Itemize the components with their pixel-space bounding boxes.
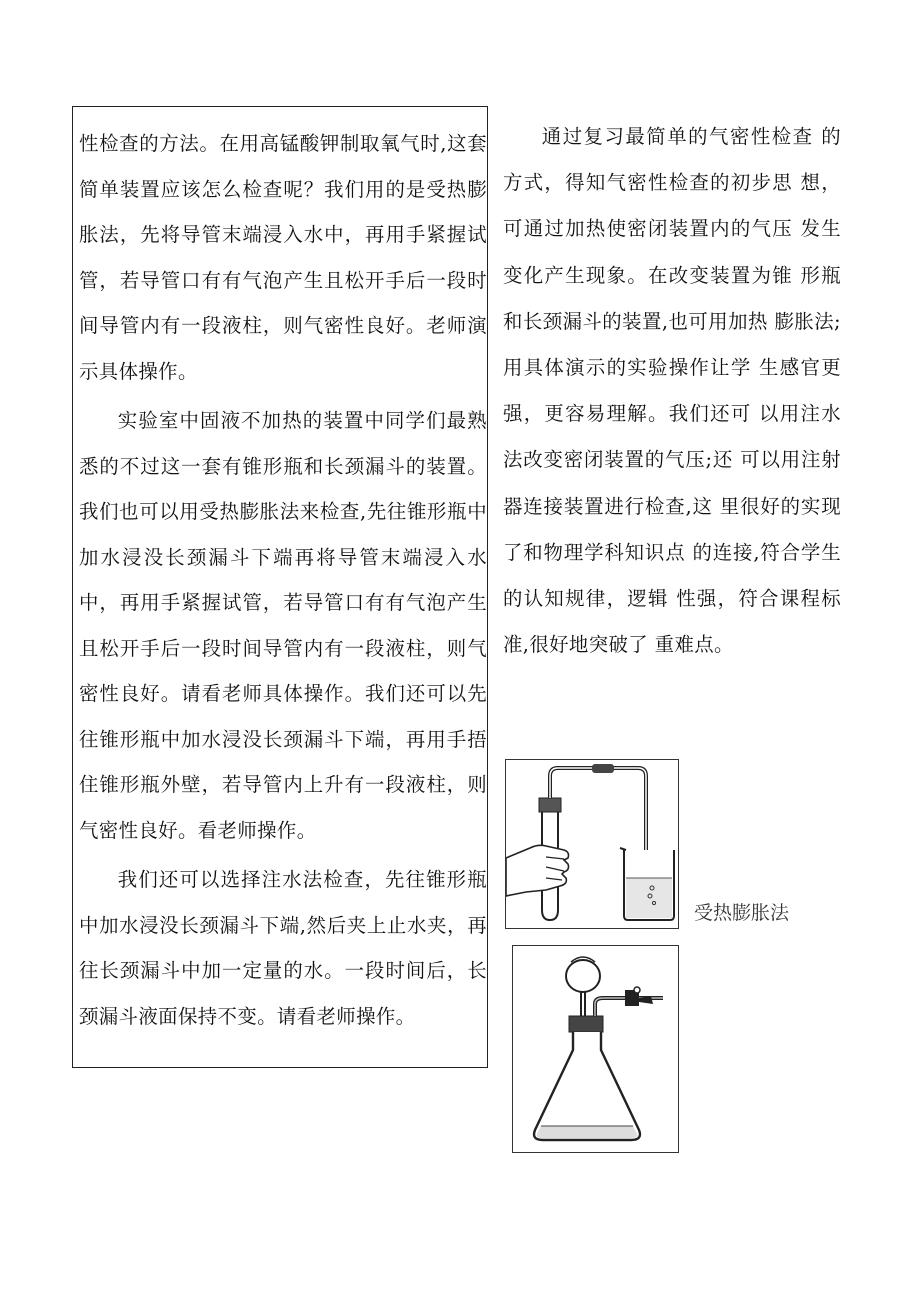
- rubber-stopper: [539, 798, 561, 812]
- heat-expansion-apparatus-figure: [505, 759, 679, 929]
- heat-expansion-label: 受热膨胀法: [694, 902, 790, 924]
- right-paragraph: 通过复习最简单的气密性检查 的方式，得知气密性检查的初步思 想，可通过加热使密闭装置内的气压 发生变化产生现象。在改变装置为锥 形瓶和长颈漏斗的装置,也可用加热 膨胀法;用具体演示的实验操作让学 生感官更强，更容易理解。我们还可 以用注水法改变密闭装置的气压;还 可以用注射器连接装置进行检查,这 里很好的实现了和物理学科知识点 的连接,符合学生的认知规律，逻辑 性强，符合课程标准,很好地突破了 重难点。: [503, 125, 841, 657]
- left-paragraph-3: 我们还可以选择注水法检查，先往锥形瓶中加水浸没长颈漏斗下端,然后夹上止水夹，再往长颈漏斗中加一定量的水。一段时间后，长颈漏斗液面保持不变。请看老师操作。: [79, 868, 487, 1028]
- conical-flask: [534, 1032, 640, 1140]
- flask-liquid: [537, 1126, 638, 1138]
- right-text-column: [503, 114, 841, 668]
- left-paragraph-1: 性检查的方法。在用高锰酸钾制取氧气时,这套简单装置应该怎么检查呢？我们用的是受热膨胀法，先将导管末端浸入水中，再用手紧握试管，若导管口有有气泡产生且松开手后一段时间导管内有一段液柱，则气密性良好。老师演示具体操作。: [79, 132, 487, 383]
- left-paragraph-2: 实验室中固液不加热的装置中同学们最熟悉的不过这一套有锥形瓶和长颈漏斗的装置。我们也可以用受热膨胀法来检查,先往锥形瓶中加水浸没长颈漏斗下端再将导管末端浸入水中，再用手紧握试管，若导管口有有气泡产生且松开手后一段时间导管内有一段液柱，则气密性良好。请看老师具体操作。我们还可以先往锥形瓶中加水浸没长颈漏斗下端，再用手捂住锥形瓶外壁，若导管内上升有一段液柱，则气密性良好。看老师操作。: [79, 409, 487, 842]
- funnel-bulb: [566, 960, 600, 992]
- rubber-connector: [592, 764, 614, 773]
- hand: [506, 845, 569, 896]
- test-tube-beaker-illustration: [506, 760, 677, 927]
- flask-stopper: [569, 1016, 603, 1032]
- conical-flask-funnel-figure: [512, 945, 679, 1153]
- left-text-box: [72, 106, 488, 1068]
- conical-flask-illustration: [513, 946, 677, 1151]
